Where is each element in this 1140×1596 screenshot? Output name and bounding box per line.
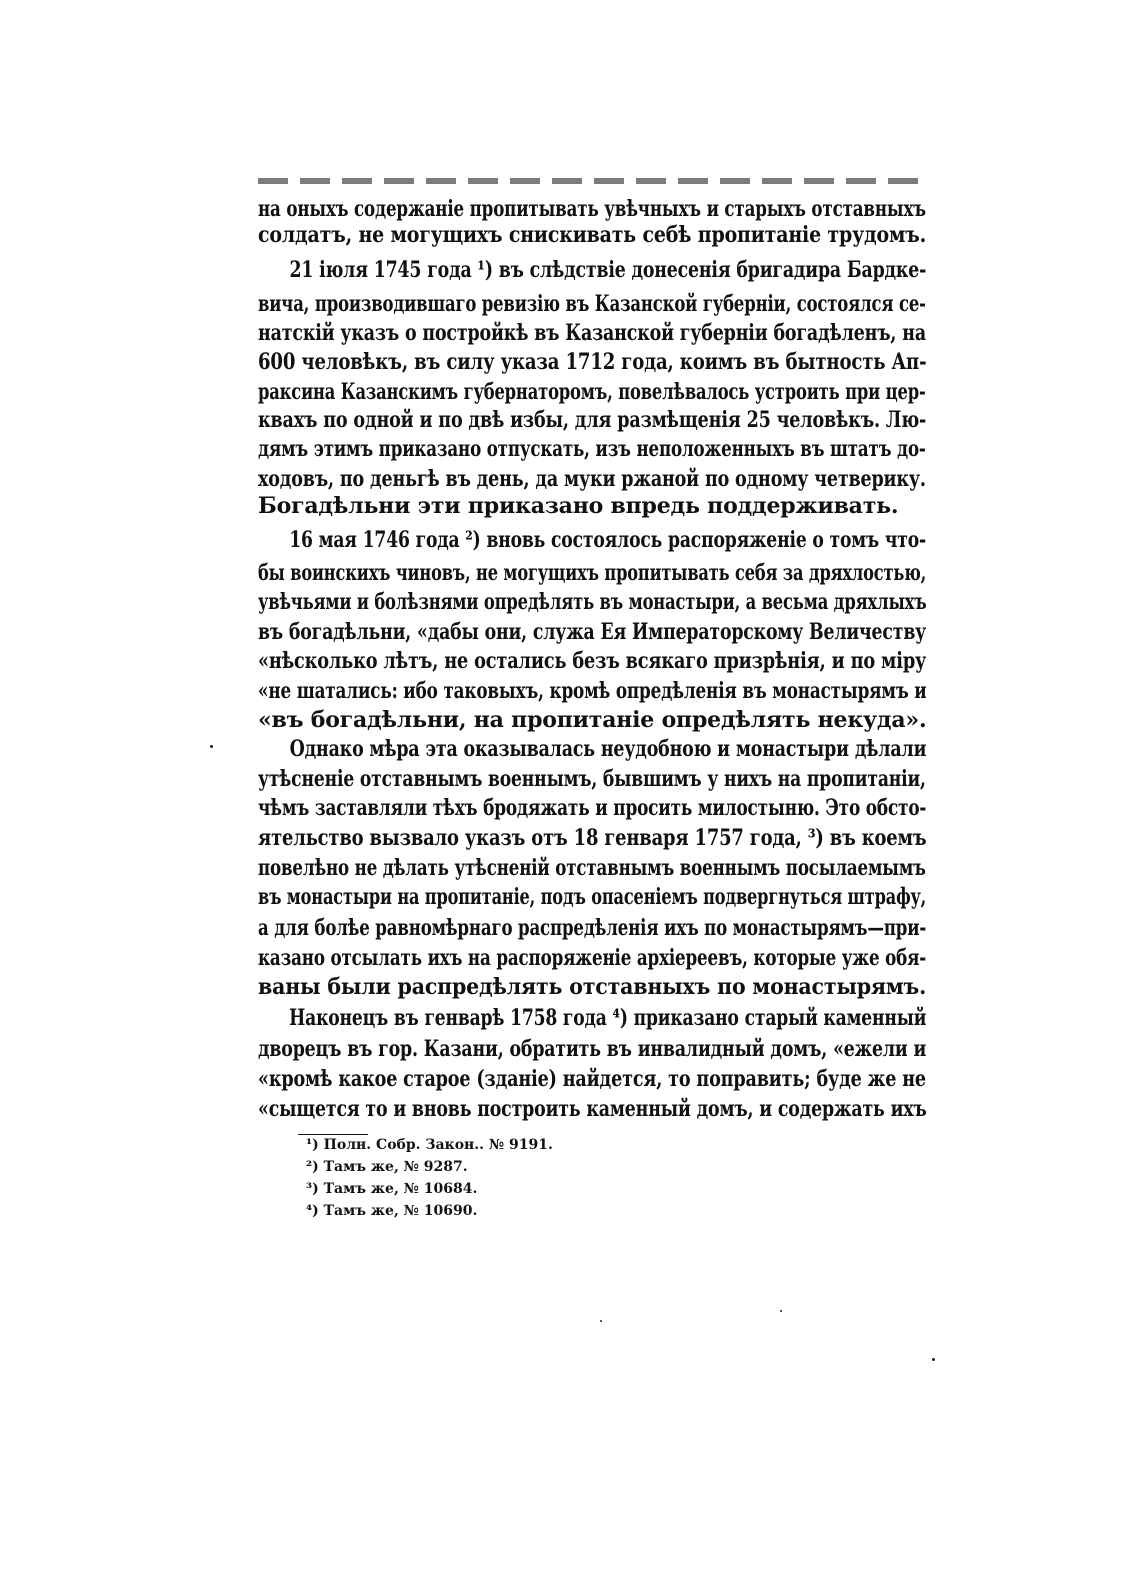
text-line: въ богадѣльни, «дабы они, служа Ея Императорскому Величеству: [258, 619, 927, 645]
text-line: раксина Казанскимъ губернаторомъ, повелѣвалось устроить при цер-: [258, 379, 926, 405]
footnote: ³) Тамъ же, № 10684.: [306, 1181, 478, 1197]
text-line: дворецъ въ гор. Казани, обратить въ инвалидный домъ, «ежели и: [258, 1036, 927, 1062]
text-line: вича, производившаго ревизію въ Казанской губерніи, состоялся се-: [258, 291, 926, 317]
paragraph-first-line: 16 мая 1746 года ²) вновь состоялось распоряженіе о томъ что-: [289, 527, 926, 553]
text-line: солдатъ, не могущихъ снискивать себѣ пропитаніе трудомъ.: [258, 222, 927, 248]
text-line: ятельство вызвало указъ отъ 18 генваря 1757 года, ³) въ коемъ: [258, 825, 927, 851]
text-line: «кромѣ какое старое (зданіе) найдется, то поправить; буде же не: [258, 1066, 926, 1092]
scan-speck: [932, 1358, 935, 1361]
text-line: утѣсненіе отставнымъ военнымъ, бывшимъ у нихъ на пропитаніи,: [258, 766, 926, 792]
footnote: ¹) Полн. Собр. Закон.. № 9191.: [306, 1137, 553, 1153]
paragraph-first-line: Наконецъ въ генварѣ 1758 года ⁴) приказано старый каменный: [289, 1005, 927, 1031]
text-line: на оныхъ содержаніе пропитывать увѣчныхъ и старыхъ отставныхъ: [258, 196, 926, 222]
text-line: увѣчьями и болѣзнями опредѣлять въ монастыри, а весьма дряхлыхъ: [258, 589, 927, 615]
text-line: Богадѣльни эти приказано впредь поддерживать.: [258, 493, 899, 519]
text-line: въ монастыри на пропитаніе, подъ опасеніемъ подвергнуться штрафу,: [258, 884, 926, 910]
text-line: ваны были распредѣлять отставныхъ по монастырямъ.: [258, 974, 927, 1000]
scan-speck: [210, 745, 213, 748]
scan-speck: [600, 1320, 602, 1322]
text-line: дямъ этимъ приказано отпускать, изъ неположенныхъ въ штатъ до-: [258, 436, 926, 462]
text-line: ходовъ, по деньгѣ въ день, да муки ржаной по одному четверику.: [258, 466, 926, 492]
text-line: квахъ по одной и по двѣ избы, для размѣщенія 25 человѣкъ. Лю-: [258, 407, 926, 433]
text-line: «сыщется то и вновь построить каменный домъ, и содержать ихъ: [258, 1096, 927, 1122]
footnote: ⁴) Тамъ же, № 10690.: [306, 1203, 478, 1219]
footnote: ²) Тамъ же, № 9287.: [306, 1159, 468, 1175]
text-line: повелѣно не дѣлать утѣсненій отставнымъ военнымъ посылаемымъ: [258, 855, 926, 881]
text-line: «нѣсколько лѣтъ, не остались безъ всякаго призрѣнія, и по міру: [258, 648, 927, 674]
text-line: «въ богадѣльни, на пропитаніе опредѣлять некуда».: [258, 707, 926, 733]
scan-speck: [780, 1310, 782, 1312]
text-line: натскій указъ о постройкѣ въ Казанской губерніи богадѣленъ, на: [258, 320, 926, 346]
cropped-top-line: [258, 178, 926, 184]
text-line: чѣмъ заставляли тѣхъ бродяжать и просить милостыню. Это обсто-: [258, 795, 926, 821]
text-line: 600 человѣкъ, въ силу указа 1712 года, коимъ въ бытность Ап-: [258, 349, 927, 375]
text-line: а для болѣе равномѣрнаго распредѣленія ихъ по монастырямъ—при-: [258, 915, 927, 941]
paragraph-first-line: Однако мѣра эта оказывалась неудобною и монастыри дѣлали: [289, 736, 927, 762]
text-line: «не шатались: ибо таковыхъ, кромѣ опредѣленія въ монастырямъ и: [258, 678, 927, 704]
paragraph-first-line: 21 іюля 1745 года ¹) въ слѣдствіе донесенія бригадира Бардке-: [289, 257, 927, 283]
text-line: казано отсылать ихъ на распоряженіе архіереевъ, которые уже обя-: [258, 945, 926, 971]
text-line: бы воинскихъ чиновъ, не могущихъ пропитывать себя за дряхлостью,: [258, 560, 927, 586]
